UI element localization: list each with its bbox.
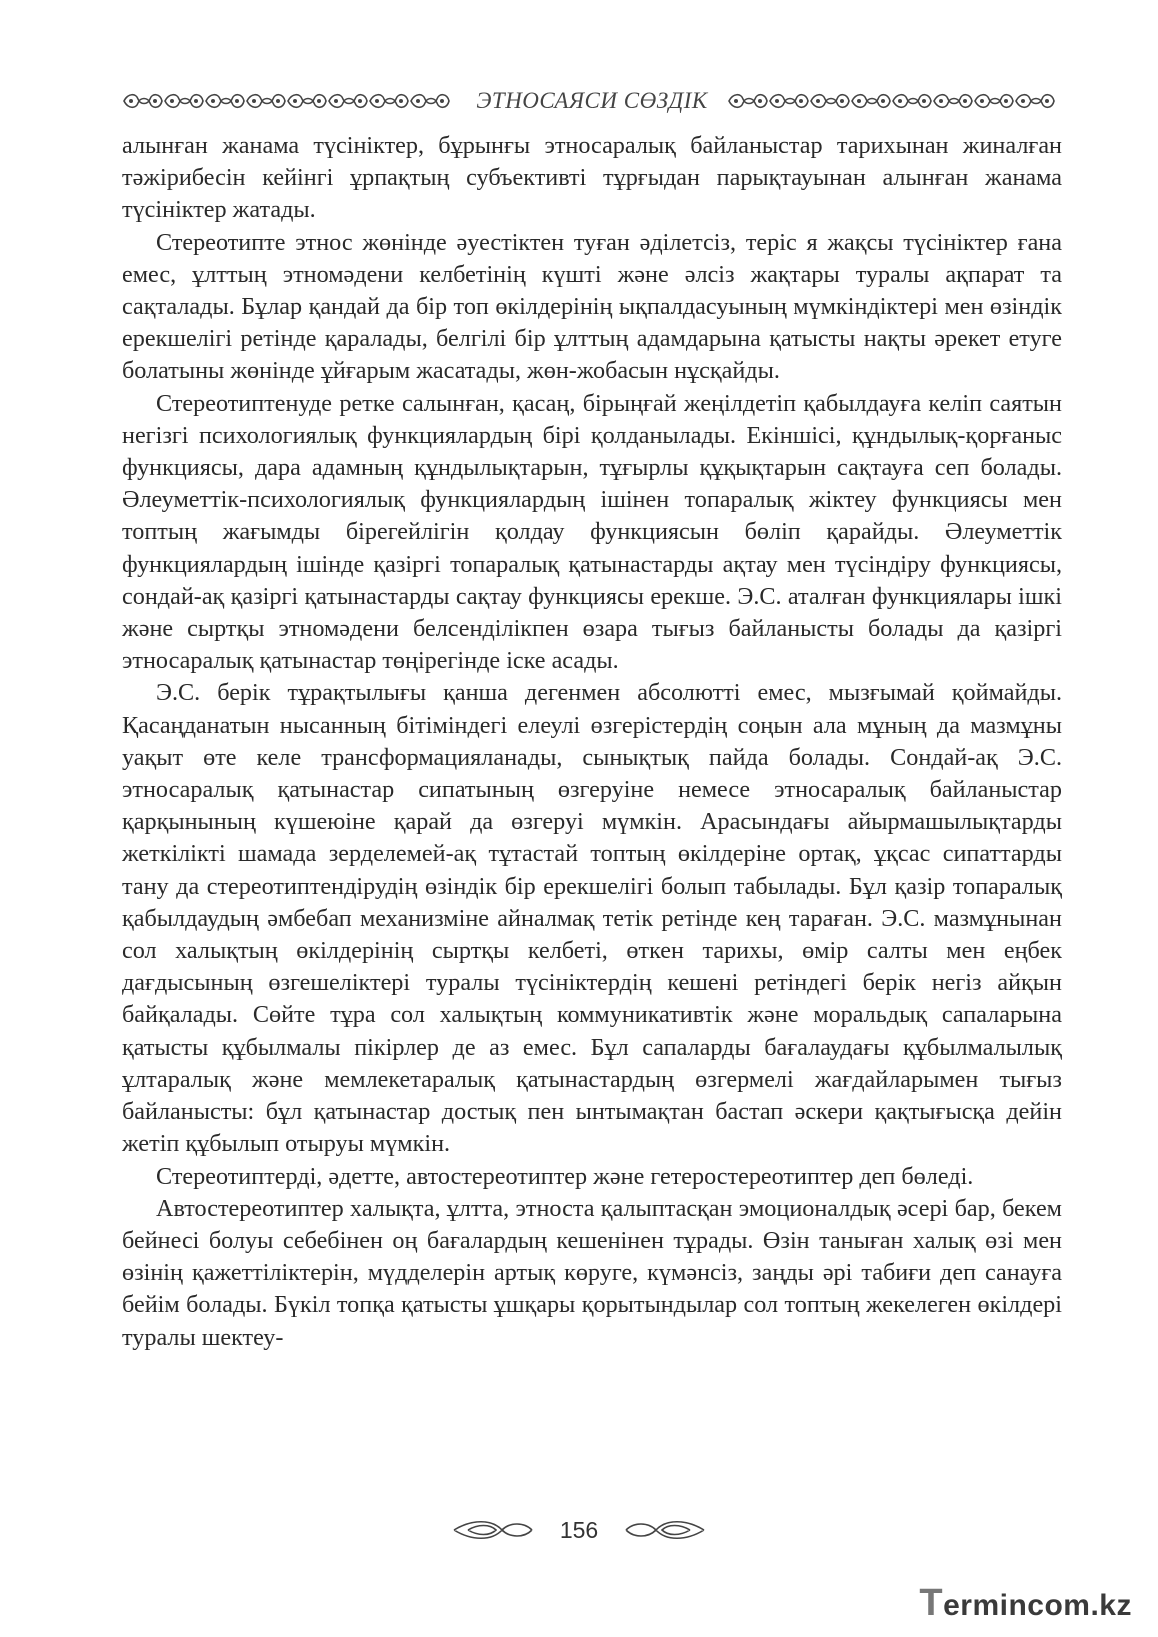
site-watermark	[919, 1582, 1132, 1625]
flourish-icon	[452, 1519, 534, 1541]
watermark-first-letter: T	[919, 1582, 944, 1624]
paragraph: Автостереотиптер халықта, ұлтта, этноста қалыптасқан эмоционалдық әсері бар, бекем бейнесі болуы себебінен оң бағалардың кешенінен тұрады. Өзін таныған халық өзі мен өзінің қажеттіліктерін, мүдделерін артық көруге, күмәнсіз, заңды әрі табиғи деп санауға бейім болады. Бүкіл топқа қатысты ұшқары қорытындылар сол топтың жекелеген өкілдері туралы шектеу-	[122, 1194, 1062, 1351]
ornament-border-icon	[122, 91, 457, 111]
header-title: ЭТНОСАЯСИ СӨЗДІК	[476, 88, 708, 113]
ornament-border-icon	[727, 91, 1062, 111]
paragraph: Стереотиптенуде ретке салынған, қасаң, бірыңғай жеңілдетіп қабылдауға келіп саятын негізгі психологиялық функциялардың бірі қолданылады. Екіншісі, құндылық-қорғаныс функциясы, дара адамның құндылықтарын, тұғырлы құқықтарын сақтауға сеп болады. Әлеуметтік-психологиялық функциялардың ішінен топаралық жіктеу функциясы мен топтың жағымды бірегейлігін қолдау функциясын бөліп қарайды. Әлеуметтік функциялардың ішінде қазіргі топаралық қатынастарды ақтау мен түсіндіру функциясы, сондай-ақ қазіргі қатынастарды сақтау функциясы ерекше. Э.С. аталған функциялары ішкі және сыртқы этномәдени белсенділікпен өзара тығыз байланысты болады да қазіргі этносаралық қатынастар төңірегінде іске асады.	[122, 389, 1062, 675]
body-text	[122, 130, 1062, 1354]
running-header	[122, 86, 1062, 116]
paragraph: Э.С. берік тұрақтылығы қанша дегенмен абсолютті емес, мызғымай қоймайды. Қасаңданатын нысанның бітіміндегі елеулі өзгерістердің соңын ала мұның да мазмұны уақыт өте келе трансформацияланады, сынықтық пайда болады. Сондай-ақ Э.С. этносаралық қатынастар сипатының өзгеруіне немесе этносаралық байланыстар қарқынының күшеюіне қарай да өзгеруі мүмкін. Арасындағы айырмашылықтарды жеткілікті шамада зерделемей-ақ тұтастай топтың өкілдеріне ортақ, ұқсас сипаттарды тану да стереотиптендірудің өзіндік бір ерекшелігі болып табылады. Бұл қазір топаралық қабылдаудың әмбебап механизміне айналмақ тетік ретінде кең тараған. Э.С. мазмұнынан сол халықтың өкілдерінің сыртқы келбеті, өткен тарихы, өмір салты мен еңбек дағдысының өзгешеліктері туралы түсініктердің кешені ретіндегі берік негіз айқын байқалады. Сөйте тұра сол халықтың коммуникативтік және моральдық сапаларына қатысты құбылмалы пікірлер де аз емес. Бұл сапаларды бағалаудағы құбылмалылық ұлтаралық және мемлекетаралық қатынастардың өзгермелі жағдайларымен тығыз байланысты: бұл қатынастар достық пен ынтымақтан бастап әскери қақтығысқа дейін жетіп құбылып отыруы мүмкін.	[122, 679, 1062, 1158]
paragraph: Стереотиптерді, әдетте, автостереотиптер және гетеростереотиптер деп бөледі.	[156, 1162, 974, 1190]
page-footer	[0, 1510, 1158, 1550]
flourish-icon	[624, 1519, 706, 1541]
page-number: 156	[559, 1516, 599, 1543]
paragraph: Стереотипте этнос жөнінде әуестіктен туған әділетсіз, теріс я жақсы түсініктер ғана емес, ұлттың этномәдени келбетінің күшті және әлсіз жақтары туралы ақпарат та сақталады. Бұлар қандай да бір топ өкілдерінің ықпалдасуының мүмкіндіктері мен өзіндік ерекшелігі ретінде қаралады, белгілі бір ұлттың адамдарына қатысты нақты әрекет етуге болатыны жөнінде ұйғарым жасатады, жөн-жобасын нұсқайды.	[122, 228, 1062, 385]
paragraph: алынған жанама түсініктер, бұрынғы этносаралық байланыстар тарихынан жиналған тәжірибесін кейінгі ұрпақтың субъективті тұрғыдан парықтауынан алынған жанама түсініктер жатады.	[122, 132, 1062, 224]
watermark-text: ermincom.kz	[943, 1589, 1132, 1622]
